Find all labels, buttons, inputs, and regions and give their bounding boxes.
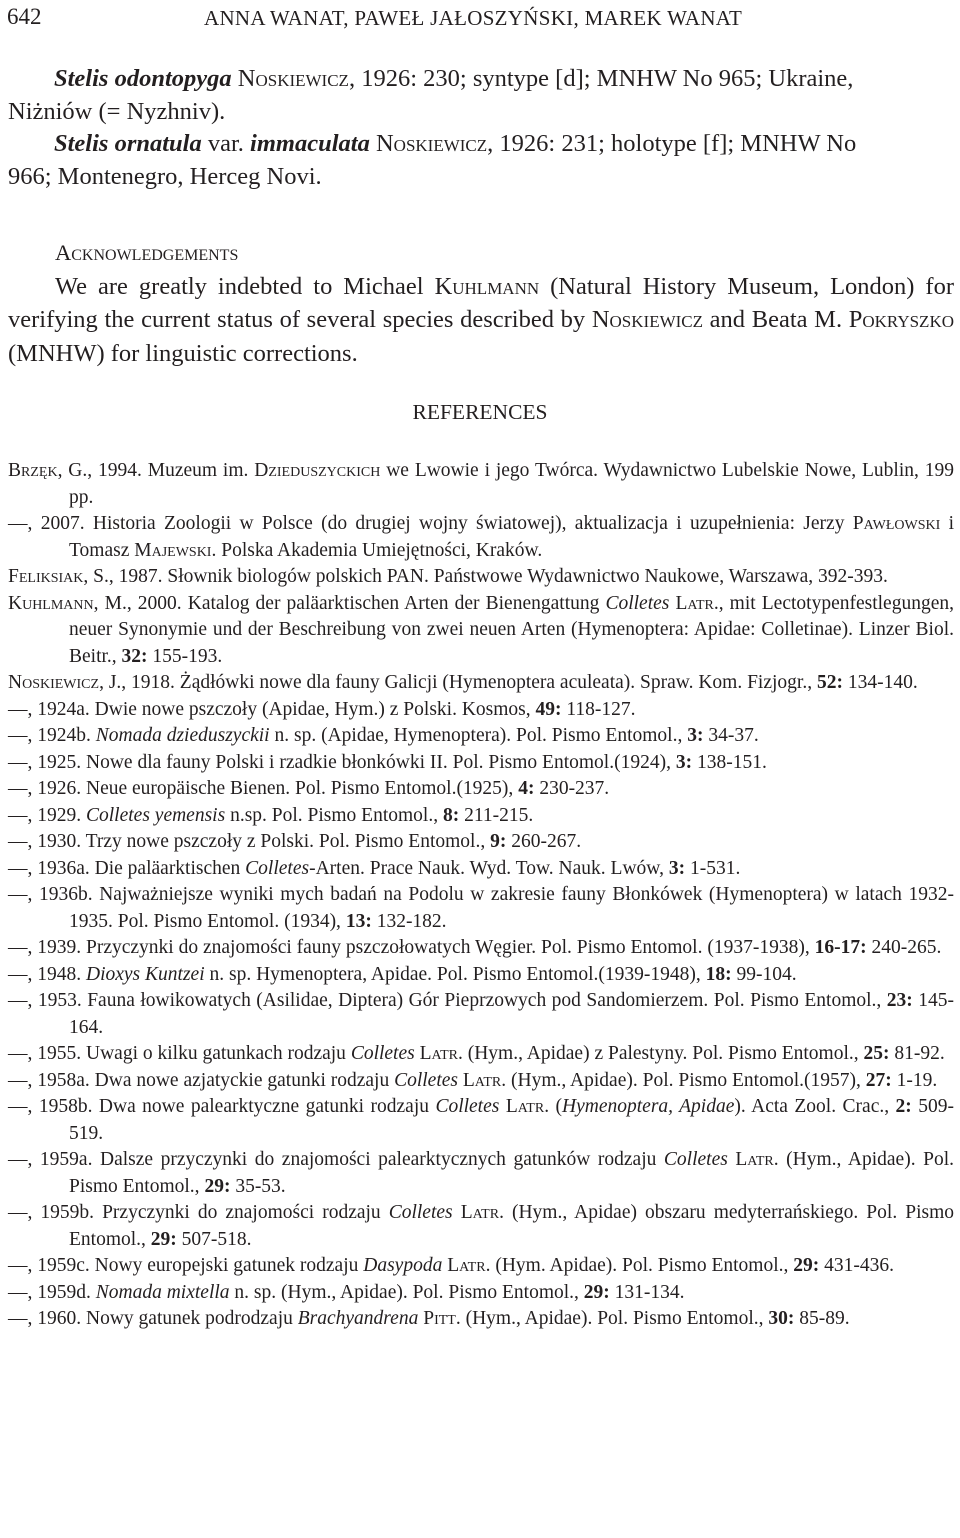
reference-entry: —, 1924b. Nomada dzieduszyckii n. sp. (Apidae, Hymenoptera). Pol. Pismo Entomol., 3: 34-37.: [8, 725, 759, 746]
reference-entry: —, 1926. Neue europäische Bienen. Pol. Pismo Entomol.(1925), 4: 230-237.: [8, 778, 610, 799]
species-author: Noskiewicz: [375, 130, 488, 157]
reference-entry: —, 1953. Fauna łowikowatych (Asilidae, Diptera) Gór Pieprzowych pod Sandomierzem. Pol. Pismo Entomol., 23: 145-164.: [8, 990, 954, 1038]
species-var: var.: [201, 130, 251, 157]
acknowledgements-section: [8, 236, 954, 370]
reference-entry: Noskiewicz, J., 1918. Żądłówki nowe dla fauny Galicji (Hymenoptera aculeata). Spraw. Kom. Fizjogr., 52: 134-140.: [8, 672, 918, 693]
reference-entry: —, 1960. Nowy gatunek podrodzaju Brachyandrena Pitt. (Hym., Apidae). Pol. Pismo Entomol., 30: 85-89.: [8, 1308, 850, 1329]
species-author: Noskiewicz: [237, 65, 349, 92]
reference-entry: —, 2007. Historia Zoologii w Polsce (do drugiej wojny światowej), aktualizacja i uzupełnienia: Jerzy Pawłowski i Tomasz Majewski. Polska Akademia Umiejętności, Kraków.: [8, 513, 954, 561]
acknowledgements-text: [8, 270, 954, 371]
ack-person-name: Pokryszko: [848, 306, 954, 333]
specimen-details: , 1926: 231; holotype [f]; MNHW No: [487, 130, 857, 157]
reference-entry: —, 1959a. Dalsze przyczynki do znajomości palearktycznych gatunków rodzaju Colletes Latr. (Hym., Apidae). Pol. Pismo Entomol., 29: 35-53.: [8, 1149, 955, 1197]
reference-entry: —, 1924a. Dwie nowe pszczoły (Apidae, Hym.) z Polski. Kosmos, 49: 118-127.: [8, 698, 636, 720]
specimen-entry: [8, 128, 954, 193]
page-number: 642: [7, 4, 42, 29]
specimen-details-cont: 966; Montenegro, Herceg Novi.: [8, 162, 322, 190]
ack-person-name: Noskiewicz: [591, 306, 704, 333]
variety-name: immaculata: [250, 130, 370, 157]
specimen-entry: [8, 63, 954, 128]
reference-entry: —, 1959b. Przyczynki do znajomości rodzaju Colletes Latr. (Hym., Apidae) obszaru medyterrańskiego. Pol. Pismo Entomol., 29: 507-518.: [8, 1202, 954, 1250]
reference-entry: —, 1955. Uwagi o kilku gatunkach rodzaju Colletes Latr. (Hym., Apidae) z Palestyny. Pol. Pismo Entomol., 25: 81-92.: [8, 1043, 945, 1064]
reference-entry: Brzęk, G., 1994. Muzeum im. Dzieduszyckich we Lwowie i jego Twórca. Wydawnictwo Lubelskie Nowe, Lublin, 199 pp.: [8, 460, 954, 508]
species-name: Stelis ornatula: [54, 130, 202, 157]
references-list: [8, 458, 954, 1333]
reference-entry: —, 1929. Colletes yemensis n.sp. Pol. Pismo Entomol., 8: 211-215.: [8, 804, 534, 826]
references-heading: REFERENCES: [412, 400, 548, 424]
ack-person-name: Kuhlmann: [434, 272, 540, 300]
ack-text-part: (MNHW) for linguistic corrections.: [8, 339, 358, 367]
specimen-details: , 1926: 230; syntype [d]; MNHW No 965; Ukraine,: [348, 65, 854, 92]
specimen-details-cont: Niżniów (= Nyzhniv).: [8, 97, 226, 125]
reference-entry: —, 1948. Dioxys Kuntzei n. sp. Hymenoptera, Apidae. Pol. Pismo Entomol.(1939-1948), 18: 99-104.: [8, 963, 797, 985]
reference-entry: —, 1959d. Nomada mixtella n. sp. (Hym., Apidae). Pol. Pismo Entomol., 29: 131-134.: [8, 1281, 685, 1303]
reference-entry: Feliksiak, S., 1987. Słownik biologów polskich PAN. Państwowe Wydawnictwo Naukowe, Warszawa, 392-393.: [8, 566, 888, 587]
ack-text-part: We are greatly indebted to Michael: [55, 272, 435, 300]
reference-entry: —, 1936a. Die paläarktischen Colletes-Arten. Prace Nauk. Wyd. Tow. Nauk. Lwów, 3: 1-531.: [8, 857, 741, 879]
reference-entry: —, 1958a. Dwa nowe azjatyckie gatunki rodzaju Colletes Latr. (Hym., Apidae). Pol. Pismo Entomol.(1957), 27: 1-19.: [8, 1069, 938, 1091]
acknowledgements-heading: Acknowledgements: [55, 240, 239, 265]
reference-entry: —, 1939. Przyczynki do znajomości fauny pszczołowatych Węgier. Pol. Pismo Entomol. (1937-1938), 16-17: 240-265.: [8, 937, 942, 958]
ack-text-part: and Beata M.: [703, 306, 849, 333]
reference-entry: —, 1925. Nowe dla fauny Polski i rzadkie błonkówki II. Pol. Pismo Entomol.(1924), 3: 138-151.: [8, 751, 767, 773]
running-head-authors: ANNA WANAT, PAWEŁ JAŁOSZYŃSKI, MAREK WANAT: [204, 6, 743, 30]
species-name: Stelis odontopyga: [54, 65, 232, 92]
reference-entry: Kuhlmann, M., 2000. Katalog der paläarktischen Arten der Bienengattung Colletes Latr., mit Lectotypenfestlegungen, neuer Synonymie und der Beschreibung von zwei neuen Arten (Hymenoptera: Apidae: Colletinae). Linzer Biol. Beitr., 32: 155-193.: [8, 592, 954, 667]
reference-entry: —, 1959c. Nowy europejski gatunek rodzaju Dasypoda Latr. (Hym. Apidae). Pol. Pismo Entomol., 29: 431-436.: [8, 1255, 894, 1276]
reference-entry: —, 1958b. Dwa nowe palearktyczne gatunki rodzaju Colletes Latr. (Hymenoptera, Apidae). Acta Zool. Crac., 2: 509-519.: [8, 1096, 954, 1144]
reference-entry: —, 1936b. Najważniejsze wyniki mych badań na Podolu w zakresie fauny Błonkówek (Hymenoptera) w latach 1932-1935. Pol. Pismo Entomol. (1934), 13: 132-182.: [8, 884, 954, 932]
reference-entry: —, 1930. Trzy nowe pszczoły z Polski. Pol. Pismo Entomol., 9: 260-267.: [8, 831, 582, 852]
ack-text-part: (Natural History Museum, London) for verifying the current status of several species described by: [8, 272, 954, 333]
